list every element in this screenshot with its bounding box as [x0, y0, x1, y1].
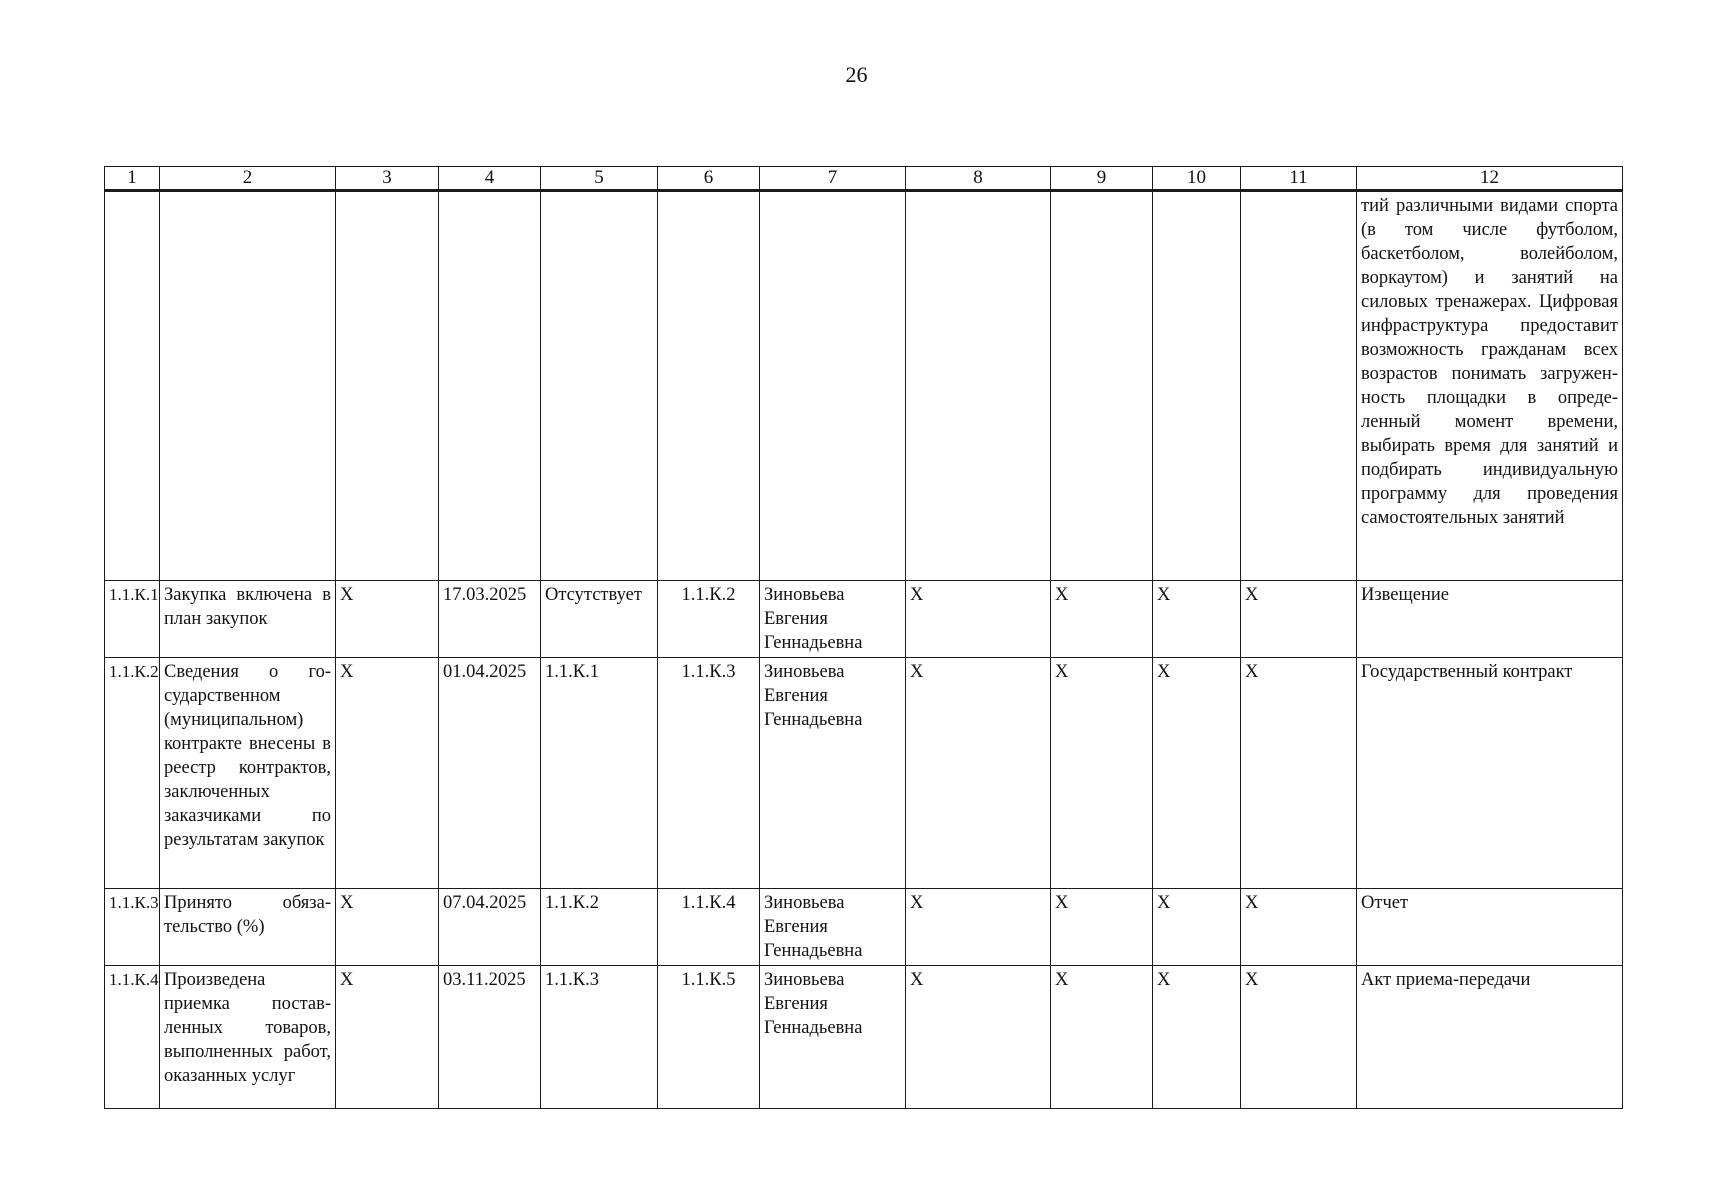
- predecessor-cell: 1.1.К.3: [541, 966, 658, 1109]
- x-mark-cell: Х: [1241, 658, 1357, 889]
- row-id-cell: 1.1.К.4: [105, 966, 160, 1109]
- responsible-cell: Зиновьева Евгения Геннадьевна: [760, 581, 906, 658]
- column-header: 1: [105, 167, 160, 191]
- row-name-cell: Сведения о государственном (муниципальном) контракте внесены в реестр контрактов, заключенных заказчиками по результатам закупок: [160, 658, 336, 889]
- x-mark-cell: Х: [906, 966, 1051, 1109]
- x-mark-cell: Х: [1241, 581, 1357, 658]
- document-type-cell: Акт приема-передачи: [1357, 966, 1623, 1109]
- page-number: 26: [845, 62, 868, 87]
- row-name-cell: Закупка включена в план закупок: [160, 581, 336, 658]
- table-cell: [336, 191, 439, 581]
- table-cell: [105, 191, 160, 581]
- column-header: 8: [906, 167, 1051, 191]
- column-header: 11: [1241, 167, 1357, 191]
- table-cell: [1241, 191, 1357, 581]
- table-row-continuation: [105, 191, 1623, 581]
- table-cell: [760, 191, 906, 581]
- x-mark-cell: Х: [1241, 889, 1357, 966]
- successor-cell: 1.1.К.5: [658, 966, 760, 1109]
- responsible-cell: Зиновьева Евгения Геннадьевна: [760, 889, 906, 966]
- x-mark-cell: Х: [336, 889, 439, 966]
- x-mark-cell: Х: [336, 581, 439, 658]
- successor-cell: 1.1.К.3: [658, 658, 760, 889]
- row-name-cell: Принято обязательство (%): [160, 889, 336, 966]
- x-mark-cell: Х: [906, 658, 1051, 889]
- x-mark-cell: Х: [1153, 966, 1241, 1109]
- date-cell: 03.11.2025: [439, 966, 541, 1109]
- responsible-cell: Зиновьева Евгения Геннадьевна: [760, 966, 906, 1109]
- predecessor-cell: Отсутствует: [541, 581, 658, 658]
- row-id-cell: 1.1.К.1: [105, 581, 160, 658]
- x-mark-cell: Х: [1051, 889, 1153, 966]
- column-header: 3: [336, 167, 439, 191]
- column-header: 7: [760, 167, 906, 191]
- x-mark-cell: Х: [1051, 581, 1153, 658]
- table-cell: [658, 191, 760, 581]
- date-cell: 01.04.2025: [439, 658, 541, 889]
- table-row: [105, 581, 1623, 658]
- table-cell: [160, 191, 336, 581]
- predecessor-cell: 1.1.К.2: [541, 889, 658, 966]
- document-type-cell: Отчет: [1357, 889, 1623, 966]
- table-cell: [1051, 191, 1153, 581]
- column-header: 10: [1153, 167, 1241, 191]
- date-cell: 17.03.2025: [439, 581, 541, 658]
- successor-cell: 1.1.К.2: [658, 581, 760, 658]
- table-row: [105, 889, 1623, 966]
- table-cell: [439, 191, 541, 581]
- responsible-cell: Зиновьева Евгения Геннадьевна: [760, 658, 906, 889]
- date-cell: 07.04.2025: [439, 889, 541, 966]
- document-type-cell: Извещение: [1357, 581, 1623, 658]
- successor-cell: 1.1.К.4: [658, 889, 760, 966]
- column-header: 9: [1051, 167, 1153, 191]
- continuation-note-cell: тий различными видами спорта (в том числе футболом, баскетболом, волейболом, воркаутом) и занятий на силовых тренажерах. Цифровая инфраструктура предоставит возможность гражданам всех возрастов понимать загруженность площадки в определенный момент времени, выбирать время для занятий и подбирать индивидуальную программу для проведения самостоятельных занятий: [1357, 191, 1623, 581]
- column-header: 6: [658, 167, 760, 191]
- x-mark-cell: Х: [1153, 581, 1241, 658]
- x-mark-cell: Х: [1241, 966, 1357, 1109]
- column-header: 12: [1357, 167, 1623, 191]
- table-cell: [906, 191, 1051, 581]
- table-cell: [1153, 191, 1241, 581]
- x-mark-cell: Х: [1153, 658, 1241, 889]
- column-number-header-row: [105, 167, 1623, 191]
- x-mark-cell: Х: [336, 658, 439, 889]
- control-points-table: [104, 166, 1623, 1109]
- table-row: [105, 658, 1623, 889]
- row-id-cell: 1.1.К.2: [105, 658, 160, 889]
- column-header: 2: [160, 167, 336, 191]
- row-name-cell: Произведена приемка поставленных товаров, выполненных работ, оказанных услуг: [160, 966, 336, 1109]
- table-row: [105, 966, 1623, 1109]
- x-mark-cell: Х: [1051, 966, 1153, 1109]
- x-mark-cell: Х: [906, 889, 1051, 966]
- row-id-cell: 1.1.К.3: [105, 889, 160, 966]
- document-type-cell: Государственный контракт: [1357, 658, 1623, 889]
- x-mark-cell: Х: [1153, 889, 1241, 966]
- column-header: 4: [439, 167, 541, 191]
- x-mark-cell: Х: [1051, 658, 1153, 889]
- predecessor-cell: 1.1.К.1: [541, 658, 658, 889]
- x-mark-cell: Х: [336, 966, 439, 1109]
- column-header: 5: [541, 167, 658, 191]
- table-cell: [541, 191, 658, 581]
- x-mark-cell: Х: [906, 581, 1051, 658]
